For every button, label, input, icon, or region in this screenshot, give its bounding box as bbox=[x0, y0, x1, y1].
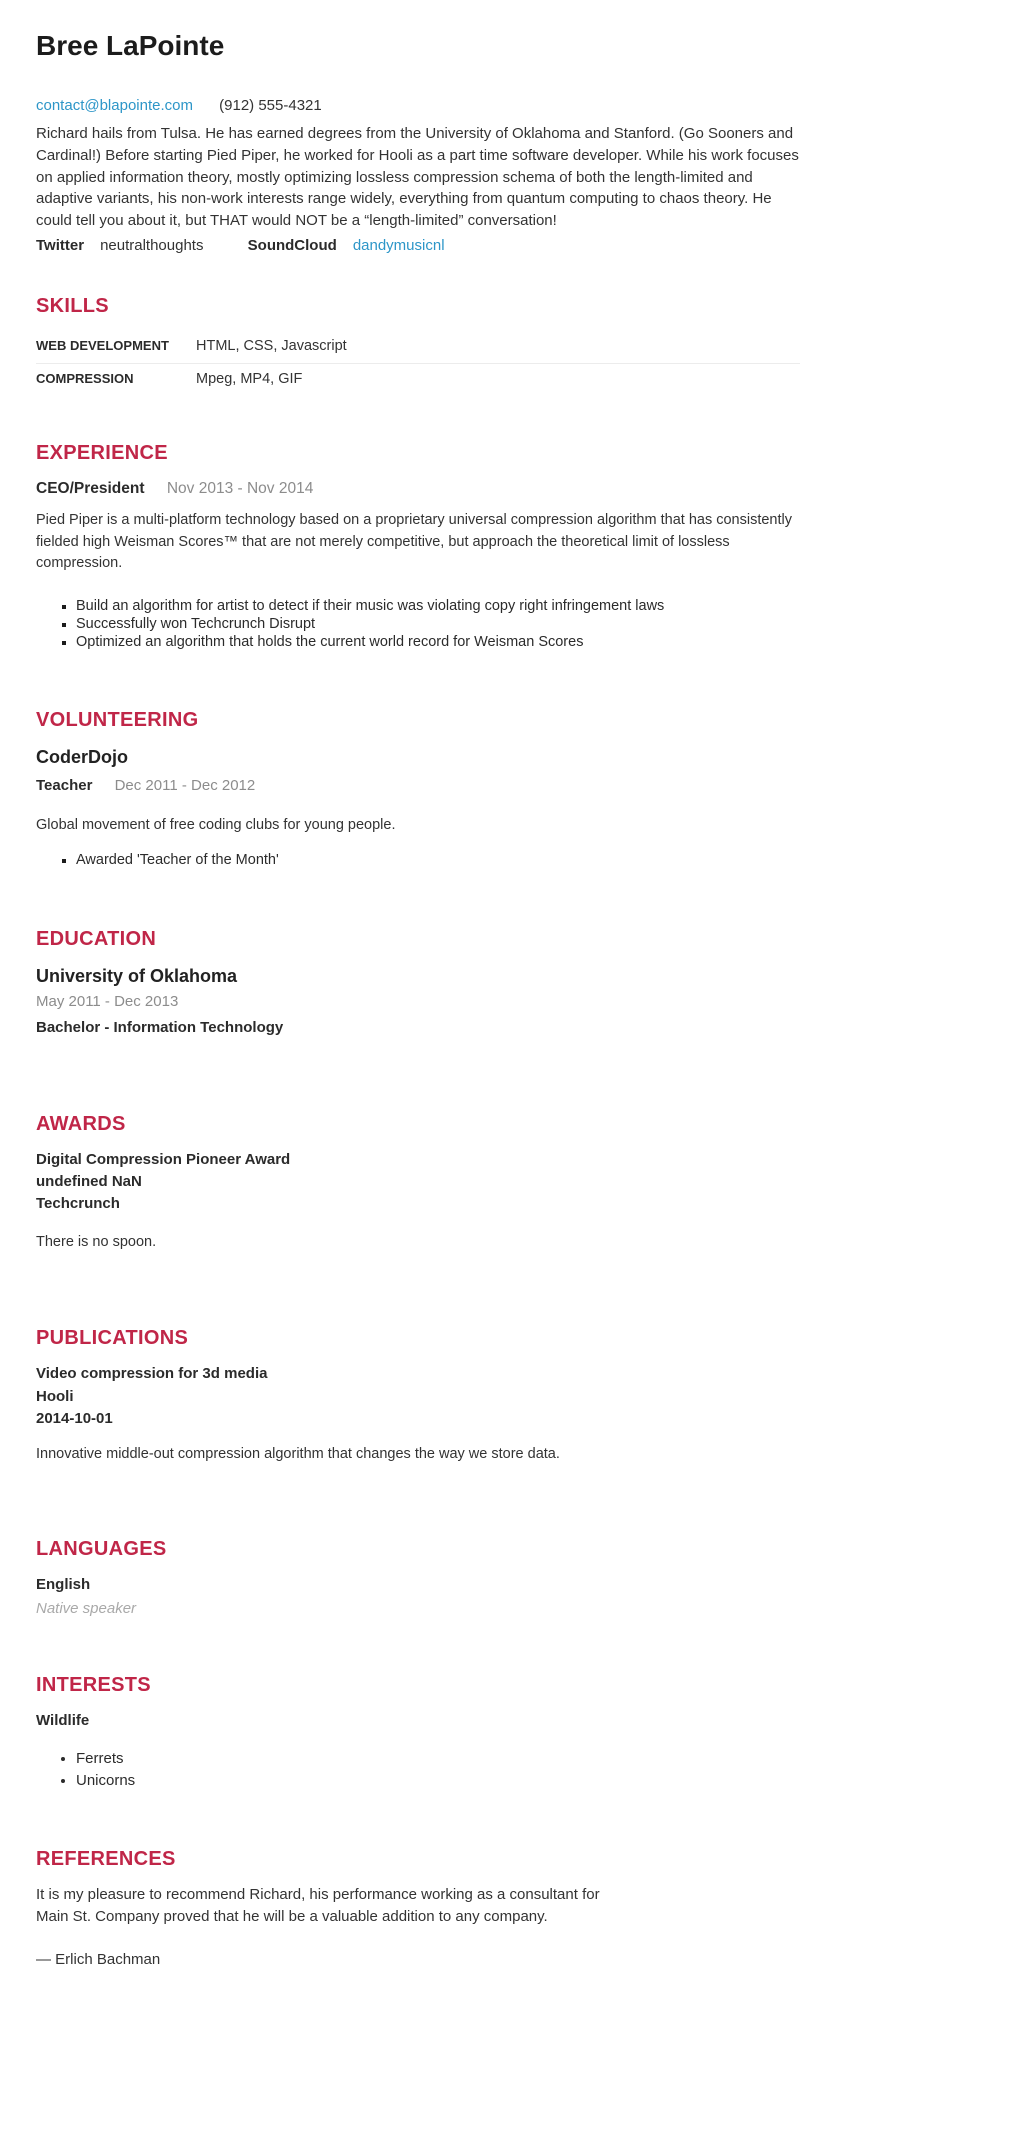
interests-heading: INTERESTS bbox=[36, 1674, 151, 1697]
soundcloud-network-label: SoundCloud bbox=[247, 236, 337, 254]
education-section bbox=[36, 926, 800, 1039]
email-link[interactable]: contact@blapointe.com bbox=[36, 97, 193, 114]
social-profiles bbox=[36, 235, 800, 257]
volunteer-summary: Global movement of free coding clubs for young people. bbox=[36, 817, 396, 833]
skills-heading: SKILLS bbox=[36, 294, 109, 317]
job-dates: Nov 2013 - Nov 2014 bbox=[166, 479, 314, 497]
award-date: undefined NaN bbox=[36, 1173, 142, 1191]
job-highlight-item: ▪ Successfully won Techcrunch Disrupt bbox=[76, 615, 800, 633]
interest-keyword-item: • Unicorns bbox=[76, 1770, 800, 1792]
volunteer-title: Teacher bbox=[36, 777, 93, 794]
awards-section bbox=[36, 1111, 800, 1254]
volunteering-section bbox=[36, 707, 800, 869]
interest-name: Wildlife bbox=[36, 1712, 90, 1730]
experience-position-row bbox=[36, 478, 800, 500]
soundcloud-username-link[interactable]: dandymusicnl bbox=[352, 236, 445, 254]
job-title: CEO/President bbox=[36, 479, 145, 497]
job-highlight-item: ▪ Build an algorithm for artist to detect if their music was violating copy right infringement laws bbox=[76, 597, 800, 615]
volunteering-heading: VOLUNTEERING bbox=[36, 709, 199, 731]
publication-name: Video compression for 3d media bbox=[36, 1365, 268, 1383]
skill-row bbox=[36, 363, 800, 396]
resume-header bbox=[36, 28, 800, 257]
job-summary: Pied Piper is a multi-platform technology based on a proprietary universal compression algorithm that has consistently fielded high Weisman Scores™ that are not merely competitive, but approach the theoretical limit of lossless compression. bbox=[36, 511, 792, 572]
contact-row bbox=[36, 95, 800, 117]
reference-text: It is my pleasure to recommend Richard, his performance working as a consultant for Main St. Company proved that he will be a valuable addition to any company. bbox=[36, 1886, 600, 1925]
publication-publisher: Hooli bbox=[36, 1387, 74, 1405]
award-block bbox=[36, 1149, 800, 1216]
skill-name: COMPRESSION bbox=[36, 370, 134, 386]
publication-summary: Innovative middle-out compression algorithm that changes the way we store data. bbox=[36, 1446, 560, 1463]
job-highlights-list bbox=[36, 597, 800, 651]
education-dates: May 2011 - Dec 2013 bbox=[36, 992, 179, 1010]
award-summary: There is no spoon. bbox=[36, 1233, 157, 1250]
award-title: Digital Compression Pioneer Award bbox=[36, 1150, 291, 1168]
publications-heading: PUBLICATIONS bbox=[36, 1327, 189, 1350]
phone-number: (912) 555-4321 bbox=[219, 97, 322, 114]
education-heading: EDUCATION bbox=[36, 927, 157, 950]
publications-section bbox=[36, 1325, 800, 1466]
skill-name: WEB DEVELOPMENT bbox=[36, 337, 169, 353]
experience-section bbox=[36, 440, 800, 651]
language-fluency: Native speaker bbox=[36, 1600, 137, 1618]
twitter-username: neutralthoughts bbox=[100, 236, 204, 254]
references-section bbox=[36, 1846, 800, 1971]
interest-keywords-list bbox=[36, 1748, 800, 1792]
awards-heading: AWARDS bbox=[36, 1112, 126, 1135]
award-awarder: Techcrunch bbox=[36, 1195, 120, 1213]
person-name: Bree LaPointe bbox=[36, 30, 225, 61]
education-degree: Bachelor - Information Technology bbox=[36, 1018, 284, 1036]
education-institution: University of Oklahoma bbox=[36, 965, 238, 986]
skill-row bbox=[36, 331, 800, 363]
job-highlight-item: ▪ Optimized an algorithm that holds the current world record for Weisman Scores bbox=[76, 633, 800, 651]
skill-keywords: HTML, CSS, Javascript bbox=[196, 337, 347, 354]
volunteer-dates: Dec 2011 - Dec 2012 bbox=[114, 777, 256, 794]
twitter-network-label: Twitter bbox=[36, 236, 85, 254]
interests-section bbox=[36, 1672, 800, 1792]
summary-text: Richard hails from Tulsa. He has earned degrees from the University of Oklahoma and Stanford. (Go Sooners and Cardinal!) Before starting Pied Piper, he worked for Hooli as a part time software developer. While his work focuses on applied information theory, mostly optimizing lossless compression schema of both the length-limited and adaptive variants, his non-work interests range widely, everything from quantum computing to chaos theory. He could tell you about it, but THAT would NOT be a “length-limited” conversation! bbox=[36, 125, 799, 229]
references-heading: REFERENCES bbox=[36, 1848, 176, 1871]
volunteer-highlight-item: ▪ Awarded 'Teacher of the Month' bbox=[76, 851, 800, 869]
volunteer-highlights-list bbox=[36, 851, 800, 869]
languages-section bbox=[36, 1536, 800, 1620]
volunteer-position-row bbox=[36, 775, 800, 797]
skill-keywords: Mpeg, MP4, GIF bbox=[196, 370, 303, 387]
volunteer-organization: CoderDojo bbox=[36, 747, 128, 767]
language-name: English bbox=[36, 1576, 91, 1594]
reference-name: — Erlich Bachman bbox=[36, 1950, 161, 1968]
skills-section bbox=[36, 293, 800, 396]
interest-keyword-item: • Ferrets bbox=[76, 1748, 800, 1770]
publication-block bbox=[36, 1363, 800, 1430]
publication-date: 2014-10-01 bbox=[36, 1409, 113, 1427]
experience-heading: EXPERIENCE bbox=[36, 441, 168, 464]
languages-heading: LANGUAGES bbox=[36, 1538, 167, 1561]
